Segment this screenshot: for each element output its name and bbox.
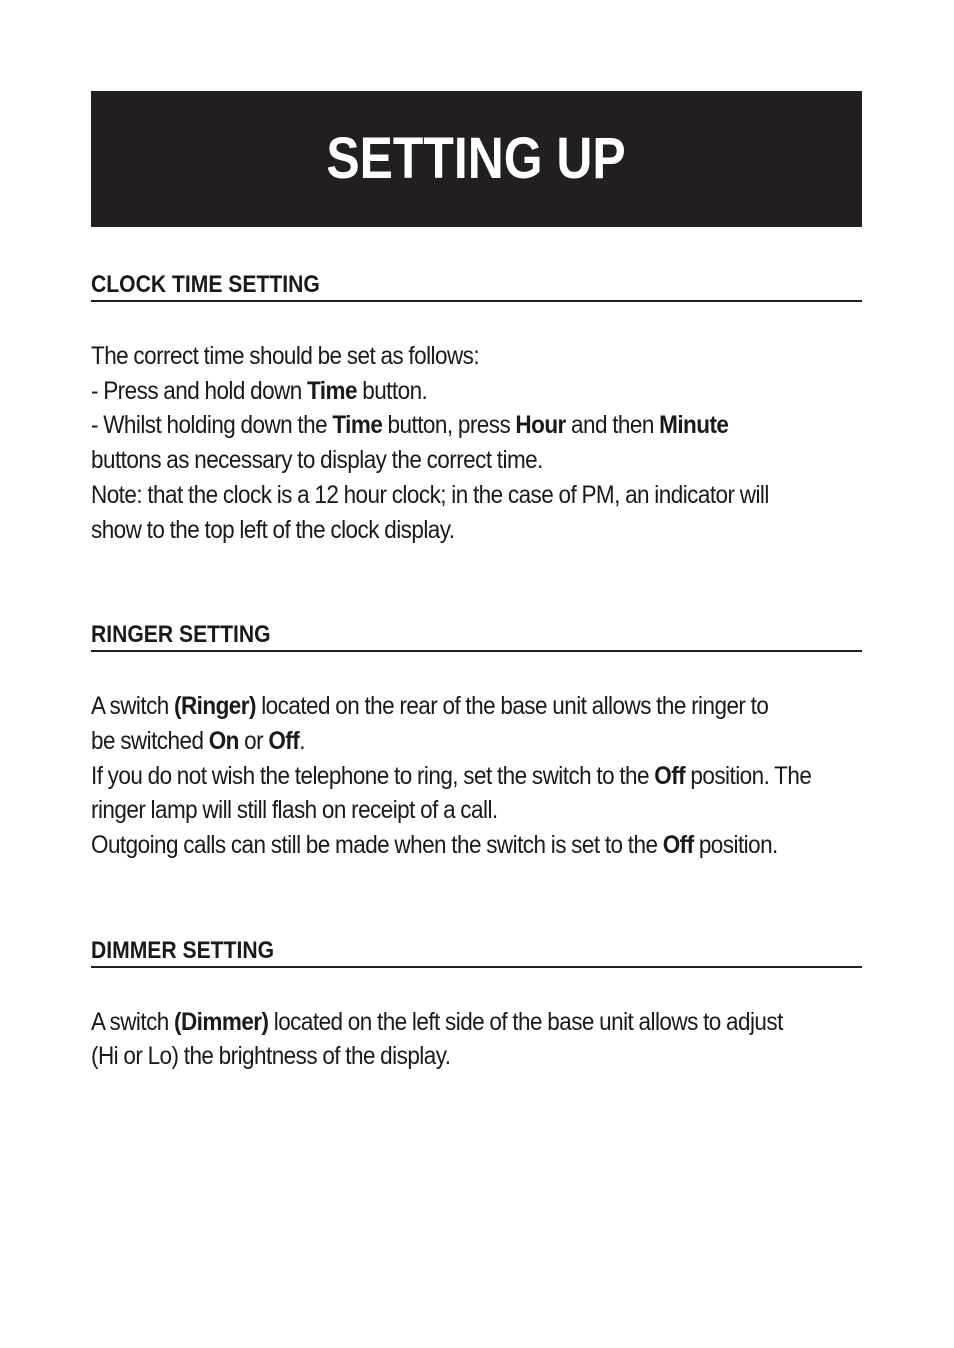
text-run: ringer lamp will still flash on receipt of a call. [91,796,498,825]
text-line [91,793,785,828]
title-banner [91,91,862,227]
text-run: be switched [91,726,209,755]
bold-term: Time [307,376,357,405]
section-heading: CLOCK TIME SETTING [91,270,862,302]
text-run: - Whilst holding down the [91,411,333,440]
manual-page [91,91,862,1074]
bold-term: On [208,726,239,755]
text-line [91,1005,785,1040]
bold-term: Off [268,726,300,755]
section-body [91,1005,862,1074]
text-line [91,374,785,409]
text-line [91,1039,785,1074]
bold-term: Hour [515,411,566,440]
text-run: - Press and hold down [91,376,308,405]
bold-term: (Ringer) [174,692,256,721]
text-run: button. [356,376,428,405]
text-run: (Hi or Lo) the brightness of the display. [91,1042,451,1071]
bold-term: Minute [659,411,729,440]
section-ringer-setting [91,620,862,863]
section-heading: DIMMER SETTING [91,936,862,968]
text-run: A switch [91,692,175,721]
text-run: located on the left side of the base unit allows to adjust [268,1007,783,1036]
text-run: show to the top left of the clock display. [91,515,455,544]
text-line [91,408,785,443]
text-line [91,513,785,548]
text-line [91,478,785,513]
text-line [91,689,785,724]
page-title: SETTING UP [326,126,627,191]
text-run: A switch [91,1007,175,1036]
text-run: Outgoing calls can still be made when the switch is set to the [91,831,663,860]
text-run: buttons as necessary to display the correct time. [91,446,543,475]
text-run: position. [693,831,778,860]
text-run: . [299,726,305,755]
bold-term: Off [662,831,694,860]
text-run: Note: that the clock is a 12 hour clock; in the case of PM, an indicator will [91,480,769,509]
section-body [91,339,862,547]
text-line [91,339,785,374]
section-body [91,689,862,863]
bold-term: Time [332,411,383,440]
text-run: If you do not wish the telephone to ring, set the switch to the [91,761,655,790]
section-dimmer-setting [91,936,862,1074]
text-run: The correct time should be set as follows: [91,342,480,370]
text-run: button, press [382,411,516,440]
text-run: position. The [685,761,812,790]
bold-term: (Dimmer) [174,1007,269,1036]
section-clock-time-setting [91,270,862,547]
text-line [91,759,812,794]
bold-term: Off [654,761,686,790]
text-run: and then [565,411,660,440]
text-run: located on the rear of the base unit allows the ringer to [255,692,769,721]
text-run: or [238,726,269,755]
text-line [91,724,785,759]
text-line [91,443,785,478]
text-line [91,828,785,863]
section-heading: RINGER SETTING [91,620,862,652]
